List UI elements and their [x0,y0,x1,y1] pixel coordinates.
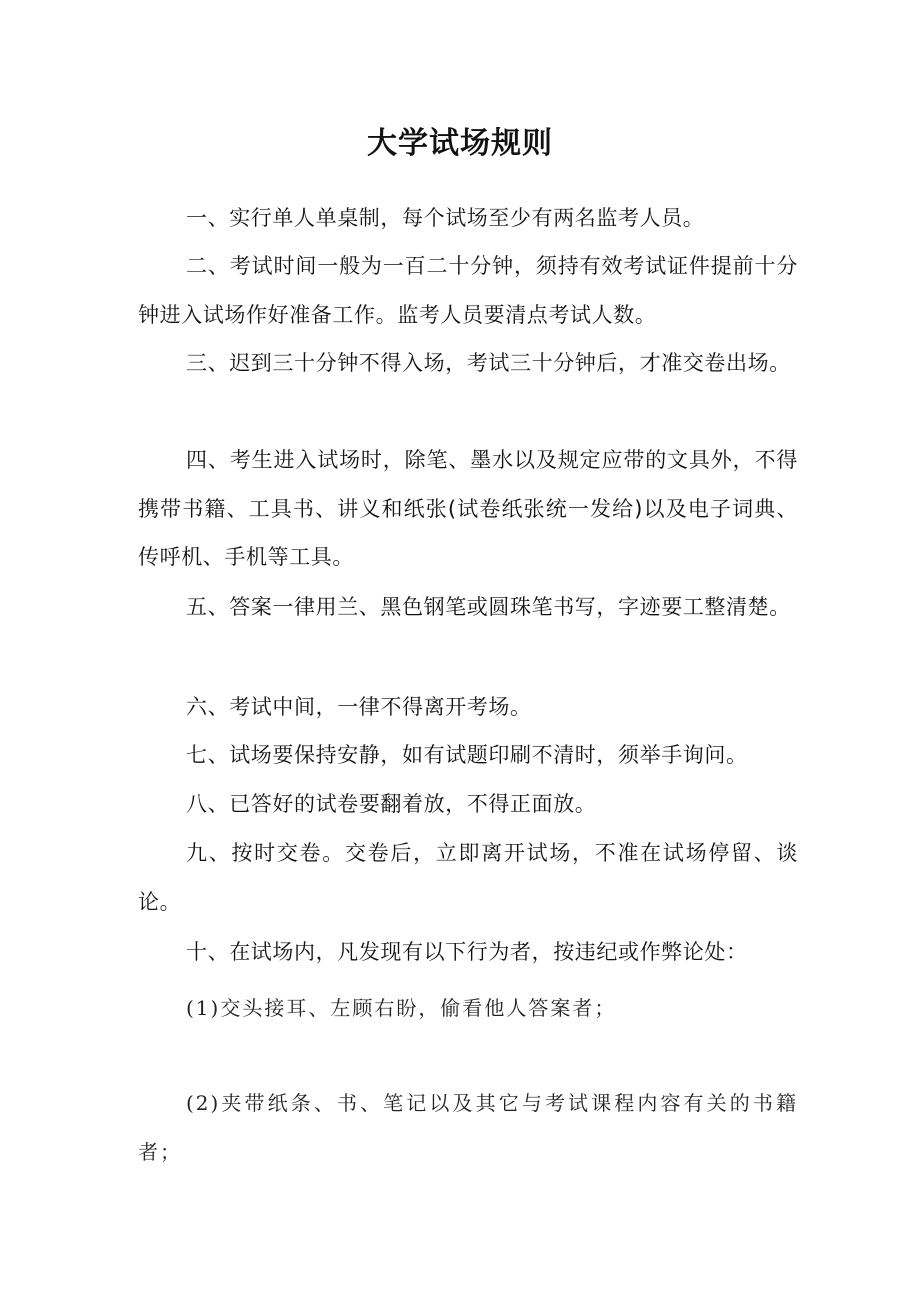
rule-2: 二、考试时间一般为一百二十分钟，须持有效考试证件提前十分钟进入试场作好准备工作。监考人员要清点考试人数。 [138,254,798,327]
rule-5: 五、答案一律用兰、黑色钢笔或圆珠笔书写，字迹要工整清楚。 [186,595,791,619]
rule-9: 九、按时交卷。交卷后，立即离开试场，不准在试场停留、谈论。 [138,841,798,914]
page-title: 大学试场规则 [367,126,553,161]
rule-10-item-1: (1)交头接耳、左顾右盼，偷看他人答案者； [186,996,617,1020]
rule-8: 八、已答好的试卷要翻着放，不得正面放。 [186,792,597,816]
rule-7: 七、试场要保持安静，如有试题印刷不清时，须举手询问。 [186,743,748,767]
rule-1: 一、实行单人单桌制，每个试场至少有两名监考人员。 [186,206,705,230]
rule-10-item-2: (2)夹带纸条、书、笔记以及其它与考试课程内容有关的书籍者； [138,1091,798,1164]
rule-4: 四、考生进入试场时，除笔、墨水以及规定应带的文具外，不得携带书籍、工具书、讲义和纸张(试卷纸张统一发给)以及电子词典、传呼机、手机等工具。 [138,448,798,569]
rule-3: 三、迟到三十分钟不得入场，考试三十分钟后，才准交卷出场。 [186,351,791,375]
rule-10: 十、在试场内，凡发现有以下行为者，按违纪或作弊论处： [186,940,748,964]
rule-6: 六、考试中间，一律不得离开考场。 [186,695,532,719]
